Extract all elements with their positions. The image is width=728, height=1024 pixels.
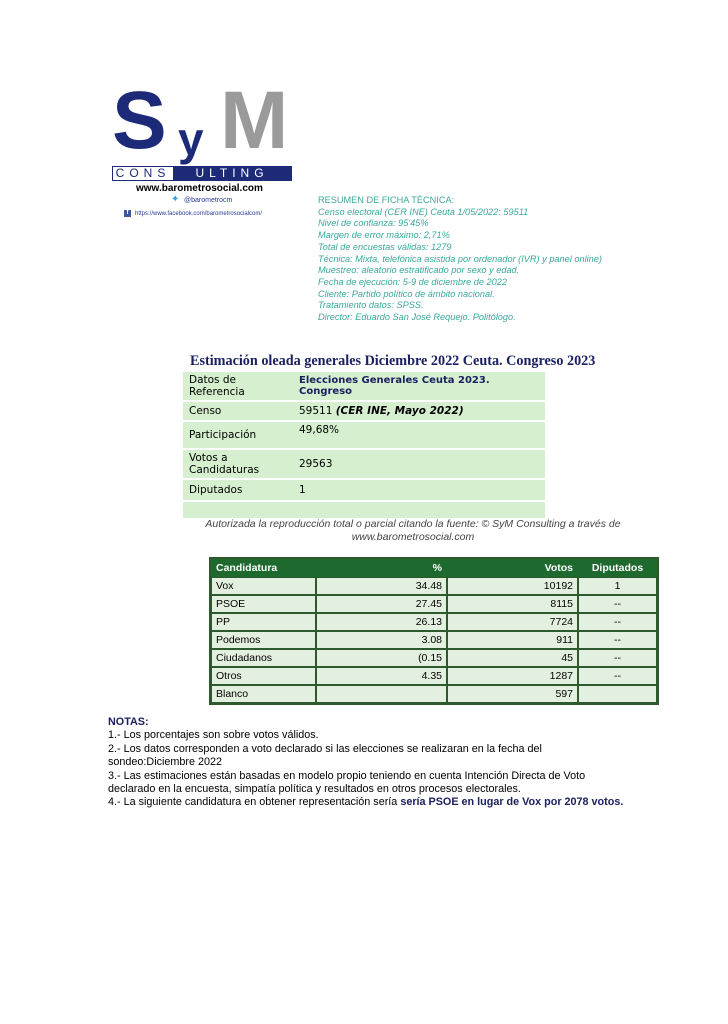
table-row — [211, 667, 657, 685]
nota-3: 3.- Las estimaciones están basadas en modelo propio teniendo en cuenta Intención Directa de Voto declarado en la encuesta, simpatía política y resultados en otros procesos electorales. — [108, 769, 586, 796]
ficha-line: Margen de error máximo: 2,71% — [318, 230, 450, 241]
ficha-line: Director: Eduardo San José Requejo. Politólogo. — [318, 312, 516, 323]
party-seats: -- — [578, 649, 657, 667]
party-pct: 3.08 — [316, 631, 447, 649]
nota-4-highlight: sería PSOE en lugar de Vox por 2078 votos. — [400, 796, 624, 809]
logo-letter-m: M — [220, 75, 289, 166]
ficha-title: RESUMEN DE FICHA TÉCNICA: — [318, 195, 455, 205]
reference-value: 1 — [293, 479, 545, 501]
ficha-line: Cliente: Partido político de ámbito nacional. — [318, 288, 495, 299]
authorization-note: Autorizada la reproducción total o parcial citando la fuente: © SyM Consulting a través de www.barometrosocial.com — [205, 518, 621, 543]
ficha-line: Fecha de ejecución: 5-9 de diciembre de 2022 — [318, 276, 507, 287]
table-row — [211, 595, 657, 613]
party-pct: 34.48 — [316, 577, 447, 595]
reference-table — [183, 372, 545, 520]
results-table — [209, 557, 659, 705]
reference-empty-cell — [293, 501, 545, 519]
logo-letter-y: y — [178, 113, 204, 165]
reference-empty-cell — [183, 501, 293, 519]
party-seats: -- — [578, 631, 657, 649]
party-votes: 597 — [447, 685, 578, 703]
party-name: Blanco — [211, 685, 316, 703]
party-votes: 1287 — [447, 667, 578, 685]
notas-title: NOTAS: — [108, 716, 149, 728]
ficha-tecnica — [318, 195, 698, 324]
reference-row-empty — [183, 501, 545, 519]
party-name: Ciudadanos — [211, 649, 316, 667]
consulting-left: CONS — [113, 167, 173, 180]
party-seats: -- — [578, 613, 657, 631]
party-seats: -- — [578, 667, 657, 685]
party-name: PP — [211, 613, 316, 631]
consulting-bar — [112, 166, 292, 181]
censo-source: (CER INE, Mayo 2022) — [335, 405, 464, 417]
reference-row — [183, 401, 545, 421]
consulting-right: ULTING — [173, 167, 291, 180]
ficha-line: Censo electoral (CER INE) Ceuta 1/05/2022: 59511 — [318, 206, 529, 217]
table-row — [211, 577, 657, 595]
party-name: PSOE — [211, 595, 316, 613]
table-row — [211, 613, 657, 631]
reference-key: Participación — [183, 421, 293, 449]
estimation-title: Estimación oleada generales Diciembre 2022 Ceuta. Congreso 2023 — [190, 353, 596, 369]
party-pct — [316, 685, 447, 703]
results-header-row — [211, 559, 657, 577]
header-candidatura: Candidatura — [211, 559, 316, 577]
nota-1: 1.- Los porcentajes son sobre votos válidos. — [108, 729, 319, 742]
ficha-line: Muestreo: aleatorio estratificado por sexo y edad. — [318, 265, 520, 276]
table-row — [211, 649, 657, 667]
website-link[interactable]: www.barometrosocial.com — [136, 183, 263, 194]
header-diputados: Diputados — [578, 559, 657, 577]
party-seats: -- — [578, 595, 657, 613]
party-seats: 1 — [578, 577, 657, 595]
party-votes: 8115 — [447, 595, 578, 613]
twitter-handle: @barometrocm — [184, 196, 233, 204]
twitter-bird-icon: ✦ — [171, 194, 180, 205]
ficha-line: Nivel de confianza: 95'45% — [318, 218, 429, 229]
party-name: Vox — [211, 577, 316, 595]
facebook-link[interactable] — [124, 210, 262, 217]
party-votes: 911 — [447, 631, 578, 649]
reference-key: Votos a Candidaturas — [183, 449, 293, 479]
table-row — [211, 631, 657, 649]
ficha-line: Técnica: Mixta, telefónica asistida por ordenador (IVR) y panel online) — [318, 253, 602, 264]
censo-value: 59511 — [299, 405, 333, 417]
reference-row — [183, 449, 545, 479]
logo-letter-s: S — [112, 75, 167, 166]
reference-key: Datos de Referencia — [183, 372, 293, 401]
reference-row — [183, 421, 545, 449]
party-pct: 26.13 — [316, 613, 447, 631]
header-pct: % — [316, 559, 447, 577]
reference-value — [293, 401, 545, 421]
sym-consulting-logo — [112, 75, 292, 196]
table-row — [211, 685, 657, 703]
party-pct: 4.35 — [316, 667, 447, 685]
nota-2: 2.- Los datos corresponden a voto declarado si las elecciones se realizaran en la fecha del sondeo:Diciembre 2022 — [108, 742, 542, 769]
party-pct: (0.15 — [316, 649, 447, 667]
party-votes: 7724 — [447, 613, 578, 631]
twitter-link[interactable] — [171, 196, 232, 204]
reference-row — [183, 479, 545, 501]
notas-section — [108, 716, 628, 810]
facebook-icon: f — [124, 210, 131, 217]
reference-value: 29563 — [293, 449, 545, 479]
party-name: Podemos — [211, 631, 316, 649]
reference-row — [183, 372, 545, 401]
ficha-line: Total de encuestas válidas: 1279 — [318, 241, 452, 252]
party-seats — [578, 685, 657, 703]
header-votos: Votos — [447, 559, 578, 577]
ficha-line: Tratamiento datos: SPSS. — [318, 300, 424, 311]
reference-key: Censo — [183, 401, 293, 421]
nota-4 — [108, 796, 628, 809]
reference-value: Elecciones Generales Ceuta 2023. Congreso — [293, 372, 545, 401]
reference-value: 49,68% — [293, 421, 545, 449]
nota-4-text: 4.- La siguiente candidatura en obtener representación sería — [108, 796, 401, 809]
facebook-url: https://www.facebook.com/barometrosocialcom/ — [135, 210, 263, 217]
reference-key: Diputados — [183, 479, 293, 501]
party-pct: 27.45 — [316, 595, 447, 613]
party-votes: 10192 — [447, 577, 578, 595]
party-name: Otros — [211, 667, 316, 685]
party-votes: 45 — [447, 649, 578, 667]
